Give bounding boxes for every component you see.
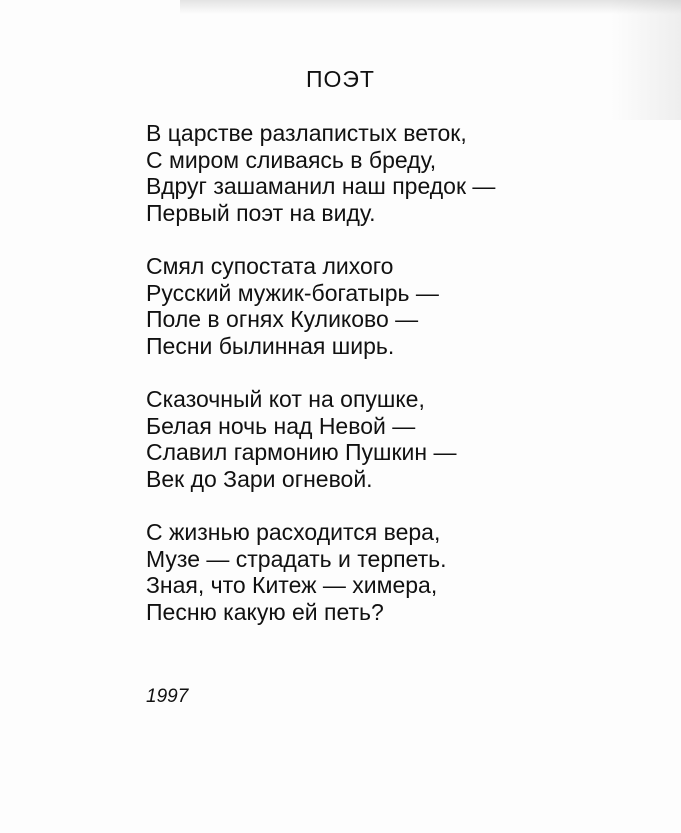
poem-year: 1997 <box>146 686 189 707</box>
page-edge-shadow <box>180 0 681 14</box>
poem-line: Зная, что Китеж — химера, <box>146 572 438 598</box>
stanza-1 <box>146 120 606 226</box>
poem-line: Вдруг зашаманил наш предок — <box>146 173 496 199</box>
stanza-2 <box>146 253 606 359</box>
poem-line: С миром сливаясь в бреду, <box>146 146 437 173</box>
poem-line: В царстве разлапистых веток, <box>146 120 467 146</box>
poem-line: Смял супостата лихого <box>146 253 394 279</box>
poem-line: Век до Зари огневой. <box>146 465 373 492</box>
stanza-3 <box>146 386 606 492</box>
poem-title: ПОЭТ <box>305 66 375 92</box>
poem-line: Русский мужик-богатырь — <box>146 279 439 306</box>
poem-line: С жизнью расходится вера, <box>146 519 441 545</box>
page-edge-shadow-right <box>611 0 681 120</box>
poem-line: Песни былинная ширь. <box>146 332 395 359</box>
poem-line: Первый поэт на виду. <box>146 199 376 226</box>
poem-line: Славил гармонию Пушкин — <box>146 439 457 465</box>
poem-body <box>146 120 606 652</box>
poem-line: Музе — страдать и терпеть. <box>146 545 447 572</box>
poem-line: Поле в огнях Куликово — <box>146 306 419 332</box>
poem-line: Белая ночь над Невой — <box>146 412 416 439</box>
poem-line: Песню какую ей петь? <box>146 598 384 625</box>
stanza-4 <box>146 519 606 625</box>
poem-line: Сказочный кот на опушке, <box>146 386 425 412</box>
